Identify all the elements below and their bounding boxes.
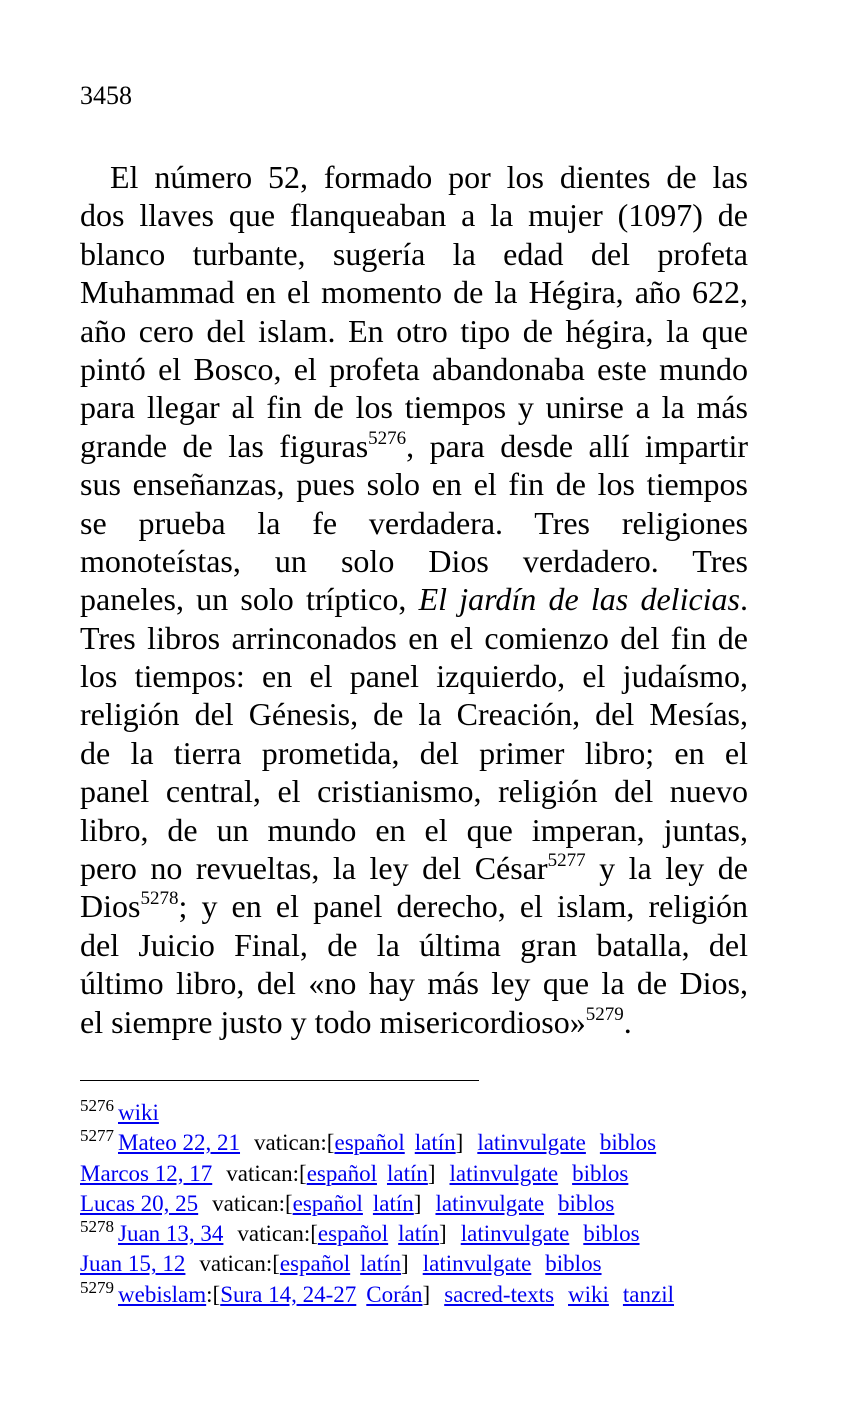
vatican-label: vatican:[ bbox=[212, 1190, 293, 1216]
text-segment: y la ley de bbox=[585, 850, 749, 887]
text-line: monoteístas, un solo Dios verdadero. Tres bbox=[80, 542, 748, 579]
text-line bbox=[80, 1003, 748, 1041]
footnote-reference[interactable]: 5276 bbox=[368, 427, 407, 449]
footnotes bbox=[80, 1098, 780, 1310]
text-segment: paneles, un solo tríptico, bbox=[80, 581, 419, 618]
main-paragraph bbox=[80, 158, 748, 1041]
footnote-5278-juan-15 bbox=[80, 1249, 780, 1279]
text-line bbox=[80, 427, 748, 465]
text-line: dos llaves que flanqueaban a la mujer (1097) de bbox=[80, 197, 748, 234]
biblos-link[interactable]: biblos bbox=[572, 1160, 629, 1186]
wiki-link[interactable]: wiki bbox=[568, 1281, 609, 1307]
footnote-reference[interactable]: 5277 bbox=[547, 850, 586, 872]
text-line bbox=[80, 887, 748, 925]
tanzil-link[interactable]: tanzil bbox=[622, 1281, 675, 1307]
text-line: sus enseñanzas, pues solo en el fin de los tiempos bbox=[80, 466, 748, 503]
latinvulgate-link[interactable]: latinvulgate bbox=[435, 1190, 545, 1216]
footnote-5277 bbox=[80, 1128, 780, 1158]
latinvulgate-link[interactable]: latinvulgate bbox=[449, 1160, 559, 1186]
espanol-link[interactable]: español bbox=[279, 1251, 351, 1277]
book-title: El jardín de las delicias bbox=[418, 581, 740, 618]
footnote-5277-marcos bbox=[80, 1159, 780, 1189]
text-segment: . bbox=[740, 581, 748, 618]
text-segment: el siempre justo y todo misericordioso» bbox=[80, 1003, 586, 1040]
text-line: El número 52, formado por los dientes de las bbox=[110, 159, 748, 195]
page-number: 3458 bbox=[80, 81, 132, 110]
text-line: Muhammad en el momento de la Hégira, año 622, bbox=[80, 274, 748, 311]
footnote-5278 bbox=[80, 1219, 780, 1249]
text-line: último libro, del «no hay más ley que la de Dios, bbox=[80, 965, 748, 1002]
bracket-close: ] bbox=[413, 1190, 422, 1216]
ref-link-mateo[interactable]: Mateo 22, 21 bbox=[118, 1130, 241, 1156]
text-line bbox=[80, 849, 748, 887]
ref-link-marcos[interactable]: Marcos 12, 17 bbox=[80, 1160, 213, 1186]
footnote-separator bbox=[80, 1080, 479, 1081]
text-line: año cero del islam. En otro tipo de hégira, la que bbox=[80, 312, 748, 349]
footnote-reference[interactable]: 5279 bbox=[585, 1003, 624, 1025]
sacred-texts-link[interactable]: sacred-texts bbox=[444, 1281, 555, 1307]
footnote-number: 5276 bbox=[80, 1096, 114, 1115]
bracket-close: ] bbox=[422, 1281, 431, 1307]
text-line: pintó el Bosco, el profeta abandonaba este mundo bbox=[80, 350, 748, 387]
latinvulgate-link[interactable]: latinvulgate bbox=[477, 1130, 586, 1156]
latin-link[interactable]: latín bbox=[414, 1130, 456, 1156]
vatican-label: vatican:[ bbox=[237, 1221, 318, 1247]
wiki-link[interactable]: wiki bbox=[118, 1100, 159, 1125]
latin-link[interactable]: latín bbox=[386, 1160, 428, 1186]
colon-bracket: :[ bbox=[206, 1281, 221, 1307]
biblos-link[interactable]: biblos bbox=[558, 1190, 615, 1216]
bracket-close: ] bbox=[455, 1130, 464, 1156]
footnote-number: 5278 bbox=[80, 1217, 114, 1237]
text-line: libro, de un mundo en el que imperan, juntas, bbox=[80, 811, 748, 848]
coran-link[interactable]: Corán bbox=[366, 1281, 423, 1307]
bracket-close: ] bbox=[401, 1251, 409, 1277]
text-segment: Dios bbox=[80, 888, 141, 925]
webislam-link[interactable]: webislam bbox=[118, 1281, 207, 1307]
biblos-link[interactable]: biblos bbox=[545, 1251, 602, 1277]
text-line: panel central, el cristianismo, religión del nuevo bbox=[80, 773, 748, 810]
footnote-5276 bbox=[80, 1098, 780, 1128]
text-line: se prueba la fe verdadera. Tres religiones bbox=[80, 504, 748, 541]
text-line: para llegar al fin de los tiempos y unirse a la más bbox=[80, 389, 748, 426]
footnote-number: 5279 bbox=[80, 1277, 114, 1297]
latinvulgate-link[interactable]: latinvulgate bbox=[460, 1221, 570, 1247]
text-segment: pero no revueltas, la ley del César bbox=[80, 850, 548, 887]
biblos-link[interactable]: biblos bbox=[583, 1221, 640, 1247]
latinvulgate-link[interactable]: latinvulgate bbox=[422, 1251, 532, 1277]
text-line: los tiempos: en el panel izquierdo, el judaísmo, bbox=[80, 658, 748, 695]
text-line: Tres libros arrinconados en el comienzo del fin de bbox=[80, 619, 748, 656]
latin-link[interactable]: latín bbox=[360, 1251, 402, 1277]
biblos-link[interactable]: biblos bbox=[599, 1130, 657, 1156]
footnote-5279 bbox=[80, 1277, 780, 1310]
vatican-label: vatican:[ bbox=[226, 1160, 307, 1186]
footnote-reference[interactable]: 5278 bbox=[140, 888, 179, 910]
footnote-5277-lucas bbox=[80, 1189, 780, 1219]
text-segment: ; y en el panel derecho, el islam, religión bbox=[178, 888, 748, 925]
text-line: del Juicio Final, de la última gran batalla, del bbox=[80, 926, 748, 963]
text-line: religión del Génesis, de la Creación, del Mesías, bbox=[80, 696, 748, 733]
latin-link[interactable]: latín bbox=[398, 1221, 440, 1247]
vatican-label: vatican:[ bbox=[254, 1130, 335, 1156]
espanol-link[interactable]: español bbox=[317, 1221, 389, 1247]
text-segment: . bbox=[623, 1003, 632, 1040]
bracket-close: ] bbox=[427, 1160, 436, 1186]
bracket-close: ] bbox=[439, 1221, 447, 1247]
latin-link[interactable]: latín bbox=[372, 1190, 414, 1216]
text-segment: , para desde allí impartir bbox=[406, 427, 749, 464]
vatican-label: vatican:[ bbox=[199, 1251, 280, 1277]
sura-link[interactable]: Sura 14, 24-27 bbox=[220, 1281, 357, 1307]
espanol-link[interactable]: español bbox=[334, 1130, 405, 1156]
ref-link-juan-13[interactable]: Juan 13, 34 bbox=[118, 1221, 224, 1247]
ref-link-juan-15[interactable]: Juan 15, 12 bbox=[80, 1251, 186, 1277]
text-line: blanco turbante, sugería la edad del profeta bbox=[80, 235, 748, 272]
text-line bbox=[80, 580, 748, 618]
footnote-number: 5277 bbox=[80, 1126, 114, 1146]
ref-link-lucas[interactable]: Lucas 20, 25 bbox=[80, 1190, 199, 1216]
text-line: de la tierra prometida, del primer libro; en el bbox=[80, 734, 748, 771]
espanol-link[interactable]: español bbox=[292, 1190, 363, 1216]
espanol-link[interactable]: español bbox=[306, 1160, 377, 1186]
text-segment: grande de las figuras bbox=[80, 427, 369, 464]
